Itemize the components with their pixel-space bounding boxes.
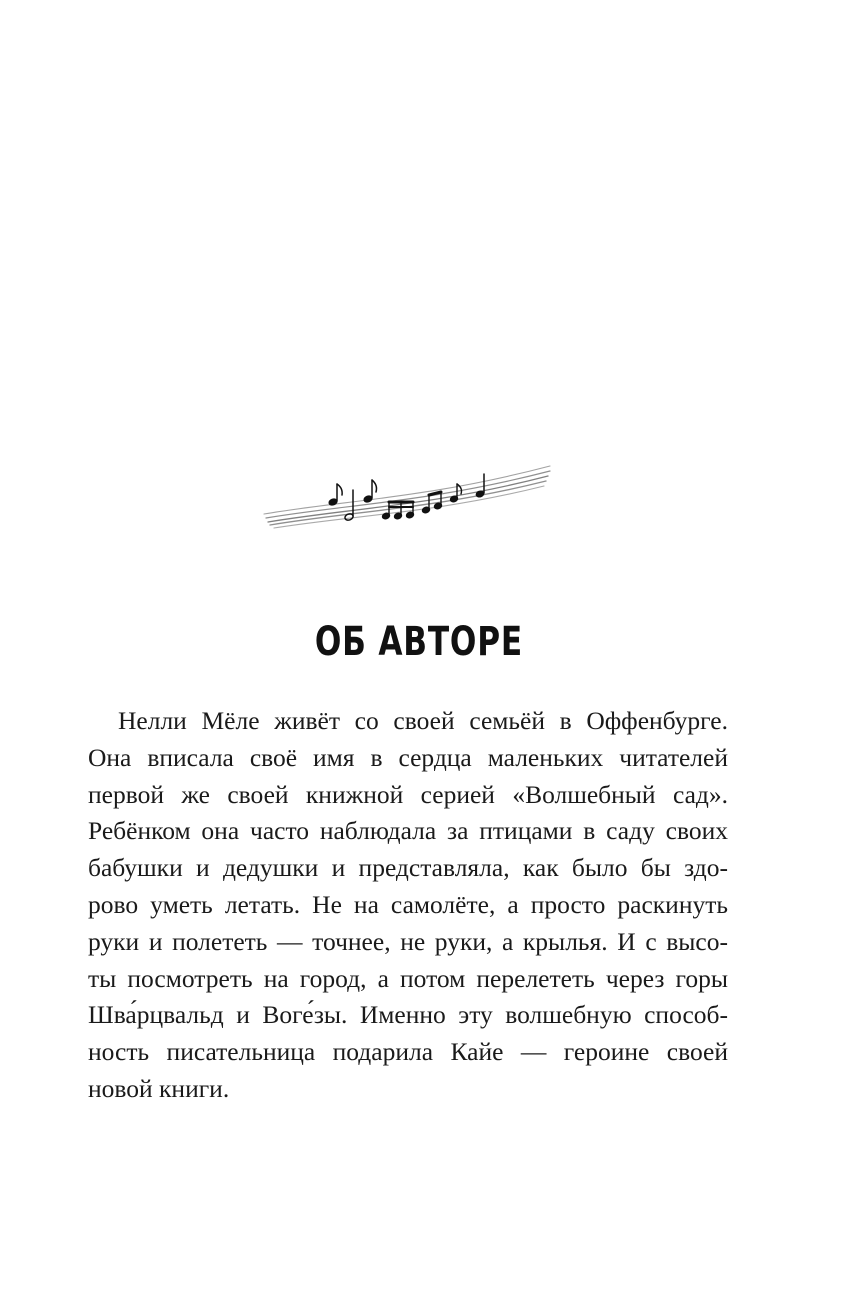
- music-staff-ornament-icon: [258, 458, 558, 530]
- paragraph-line: бабушки и дедушки и представляла, как было бы здо-: [88, 853, 728, 883]
- paragraph-line: Ребёнком она часто наблюдала за птицами в саду своих: [88, 816, 728, 846]
- page-title: ОБ АВТОРЕ: [314, 619, 523, 665]
- paragraph-line: рово уметь летать. Не на самолёте, а просто раскинуть: [88, 889, 728, 919]
- paragraph-line: Она вписала своё имя в сердца маленьких читателей: [88, 742, 728, 772]
- paragraph-line: первой же своей книжной серией «Волшебный сад».: [88, 779, 728, 809]
- paragraph-line: руки и полететь — точнее, не руки, а крылья. И с высо-: [88, 926, 728, 956]
- paragraph-line: Шва́рцвальд и Воге́зы. Именно эту волшебную способ-: [88, 1000, 728, 1030]
- paragraph-line: Нелли Мёле живёт со своей семьёй в Оффенбурге.: [118, 706, 728, 735]
- paragraph-line: ты посмотреть на город, а потом перелететь через горы: [88, 963, 728, 993]
- paragraph-line: ность писательница подарила Кайе — героине своей: [88, 1037, 728, 1067]
- author-bio-paragraph: [88, 703, 728, 1108]
- paragraph-line: новой книги.: [88, 1073, 230, 1103]
